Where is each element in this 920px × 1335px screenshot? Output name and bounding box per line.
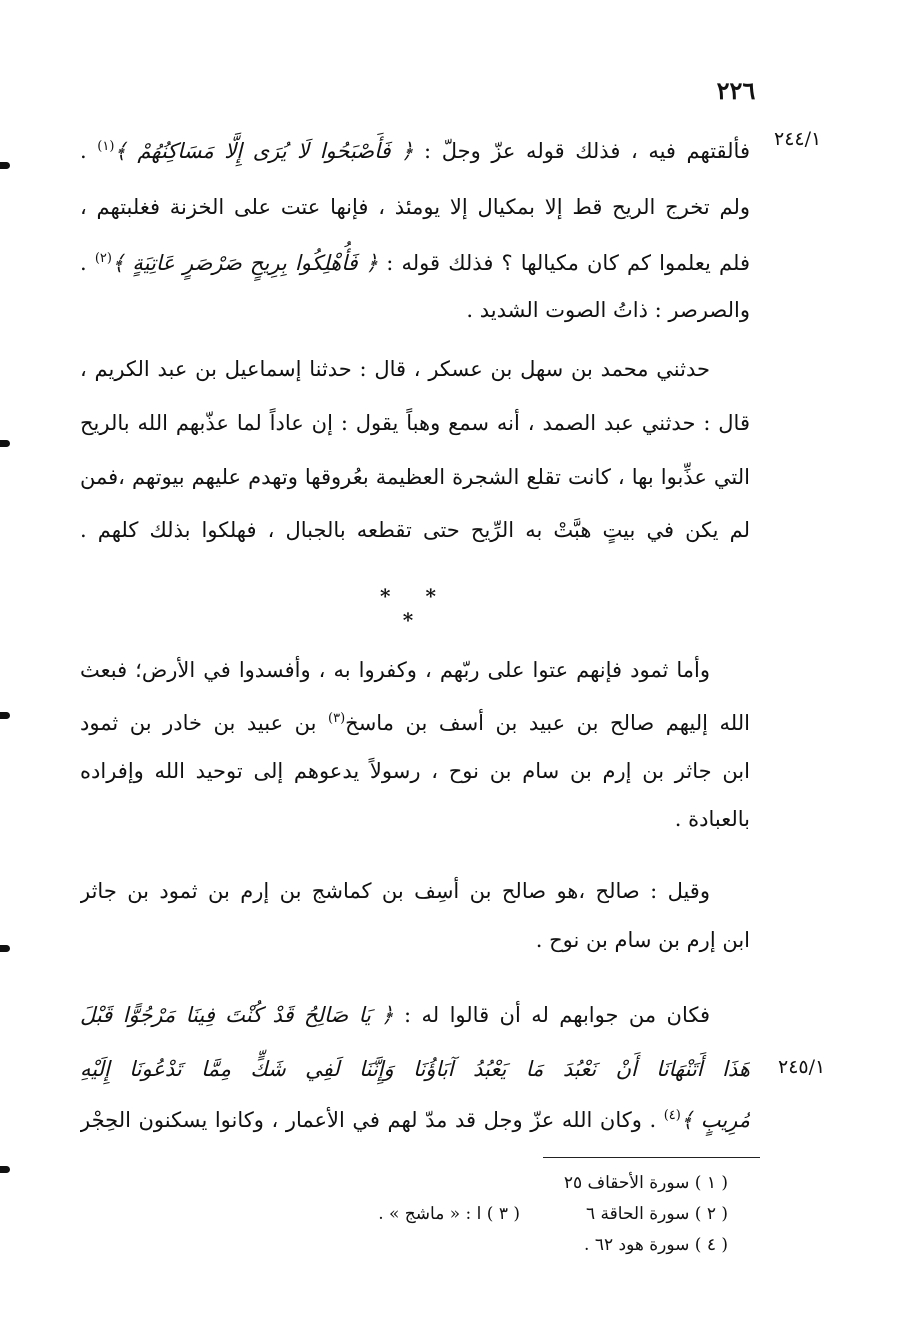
text-line <box>80 240 750 286</box>
line-text: حدثني محمد بن سهل بن عسكر ، قال : حدثنا إسماعيل بن عبد الكريم ، <box>80 357 710 381</box>
footnote: ( ١ ) سورة الأحقاف ٢٥ <box>563 1173 728 1193</box>
line-text-tail: . وكان الله عزّ وجل قد مدّ لهم في الأعمار ، وكانوا يسكنون الحِجْر <box>80 1108 664 1132</box>
line-text: فألقتهم فيه ، فذلك قوله عزّ وجلّ : <box>413 139 750 163</box>
quran-verse: ﴿ يَا صَالِحُ قَدْ كُنْتَ فِينَا مَرْجُوًّا قَبْلَ <box>80 1003 394 1027</box>
footnote-divider <box>543 1157 760 1158</box>
footnote: ( ٤ ) سورة هود ٦٢ . <box>584 1235 728 1255</box>
scan-edge-mark <box>0 440 10 447</box>
line-text: ابن جاثر بن إرم بن سام بن نوح ، رسولاً يدعوهم إلى توحيد الله وإفراده <box>80 759 750 783</box>
line-text: والصرصر : ذاتُ الصوت الشديد . <box>466 298 750 322</box>
text-line <box>80 992 750 1038</box>
quran-verse: هَذَا أَتَنْهَانَا أَنْ نَعْبُدَ مَا يَعْبُدُ آبَاؤُنَا وَإِنَّنَا لَفِي شَكٍّ مِمَّا تَدْعُونَا إِلَيْهِ <box>80 1057 750 1081</box>
line-text: فلم يعلموا كم كان مكيالها ؟ فذلك قوله : <box>378 251 750 275</box>
line-text: وأما ثمود فإنهم عتوا على ربّهم ، وكفروا به ، وأفسدوا في الأرض؛ فبعث <box>80 658 710 682</box>
text-line <box>80 748 750 794</box>
text-line <box>80 507 750 553</box>
text-line <box>80 287 750 333</box>
footnote-ref: (٣) <box>328 711 346 726</box>
footnote-ref: (٢) <box>94 251 112 266</box>
text-line <box>80 796 750 842</box>
text-line <box>80 184 750 230</box>
text-line <box>80 1046 750 1092</box>
text-line <box>80 868 750 914</box>
line-text: ابن إرم بن سام بن نوح . <box>535 928 750 952</box>
line-text: وقيل : صالح ،هو صالح بن أسِف بن كماشج بن إرم بن ثمود بن جاثر <box>80 879 710 903</box>
text-line <box>80 346 750 392</box>
scan-edge-mark <box>0 1166 10 1173</box>
page-number: ٢٢٦ <box>716 76 756 105</box>
footnote-ref: (١) <box>97 139 115 154</box>
line-text-tail: بن عبيد بن خادر بن ثمود <box>80 711 328 735</box>
footnote-ref: (٤) <box>663 1108 681 1123</box>
text-line <box>80 917 750 963</box>
margin-note: ٢٤٥/١ <box>778 1056 826 1078</box>
scan-edge-mark <box>0 945 10 952</box>
line-text-tail: . <box>80 251 95 275</box>
line-text: قال : حدثني عبد الصمد ، أنه سمع وهباً يقول : إن عاداً لما عذّبهم الله بالريح <box>80 411 750 435</box>
text-line <box>80 700 750 746</box>
line-text: ولم تخرج الريح قط إلا بمكيال إلا يومئذ ، فإنها عتت على الخزنة فغلبتهم ، <box>80 195 750 219</box>
footnote: ( ٣ ) ا : « ماشج » . <box>378 1204 520 1224</box>
quran-verse: ﴿ فَأَصْبَحُوا لَا يُرَى إِلَّا مَسَاكِنُهُمْ ﴾ <box>114 139 414 163</box>
scan-edge-mark <box>0 162 10 169</box>
text-line <box>80 128 750 174</box>
quran-verse: ﴿ فَأُهْلِكُوا بِرِيحٍ صَرْصَرٍ عَاتِيَةٍ ﴾ <box>111 251 379 275</box>
text-line <box>80 1097 750 1143</box>
scan-edge-mark <box>0 712 10 719</box>
line-text: لم يكن في بيتٍ هبَّتْ به الرِّيح حتى تقطعه بالجبال ، فهلكوا بذلك كلهم . <box>80 518 750 542</box>
line-text: فكان من جوابهم له أن قالوا له : <box>393 1003 710 1027</box>
text-line <box>80 454 750 500</box>
text-line <box>80 400 750 446</box>
margin-note: ٢٤٤/١ <box>774 128 822 150</box>
line-text: التي عذِّبوا بها ، كانت تقلع الشجرة العظيمة بعُروقها وتهدم عليهم بيوتهم ،فمن <box>80 465 750 489</box>
line-text-tail: . <box>80 139 98 163</box>
line-text: الله إليهم صالح بن عبيد بن أسف بن ماسخ <box>345 711 750 735</box>
quran-verse: مُرِيبٍ ﴾ <box>680 1108 750 1132</box>
section-separator: * * * <box>380 584 450 632</box>
text-line <box>80 647 750 693</box>
line-text: بالعبادة . <box>674 807 750 831</box>
footnote: ( ٢ ) سورة الحاقة ٦ <box>585 1204 728 1224</box>
